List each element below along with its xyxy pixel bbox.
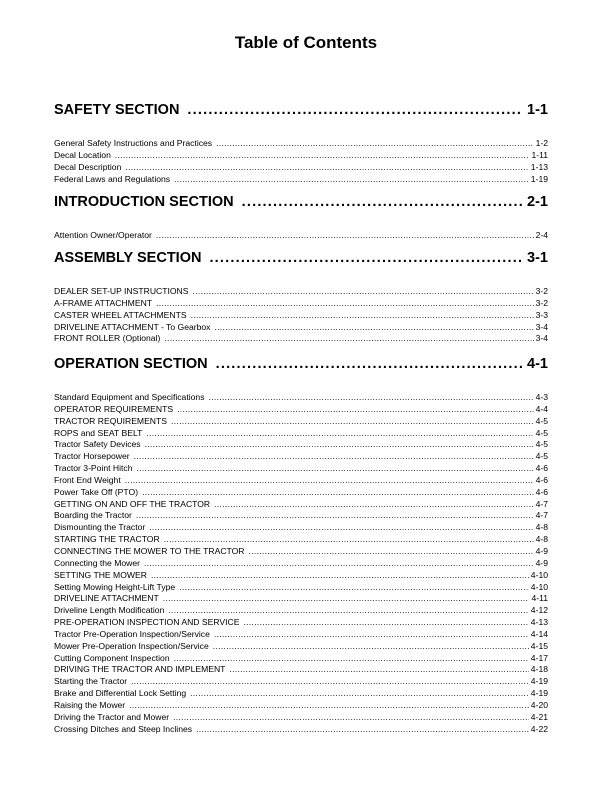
dot-leader [145,439,534,451]
toc-entry-label: Brake and Differential Lock Setting [54,688,187,699]
toc-entry-page: 4-6 [535,486,548,497]
toc-entry-label: STARTING THE TRACTOR [54,534,160,545]
dot-leader [209,248,523,268]
dot-leader [214,499,533,511]
toc-entry-page: 4-5 [535,439,548,450]
section-page-number: 3-1 [527,250,548,266]
toc-entry[interactable] [54,392,548,404]
toc-section [54,248,548,345]
toc-entry-label: CASTER WHEEL ATTACHMENTS [54,309,187,320]
toc-entry-label: Tractor 3-Point Hitch [54,463,133,474]
toc-entry-page: 3-4 [535,333,548,344]
dot-leader [125,162,528,174]
dot-leader [190,688,529,700]
dot-leader [193,286,534,298]
toc-entry-page: 4-6 [535,474,548,485]
toc-entry-page: 4-9 [535,557,548,568]
toc-entry[interactable] [54,322,548,334]
toc-entry-page: 1-19 [530,173,548,184]
toc-entry-page: 3-2 [535,297,548,308]
dot-leader [187,100,523,120]
toc-entry-label: Driving the Tractor and Mower [54,711,170,722]
toc-entry[interactable] [54,475,548,487]
toc-entry-page: 4-5 [535,415,548,426]
dot-leader [216,354,523,374]
toc-entry-label: Boarding the Tractor [54,510,132,521]
toc-entry-page: 1-2 [535,138,548,148]
toc-entry[interactable] [54,522,548,534]
toc-entry-page: 4-10 [530,581,548,592]
toc-entry[interactable] [54,333,548,345]
toc-entry[interactable] [54,439,548,451]
dot-leader [144,558,534,570]
toc-section [54,192,548,242]
toc-entry-label: DRIVELINE ATTACHMENT [54,593,159,604]
toc-entry-label: TRACTOR REQUIREMENTS [54,415,167,426]
toc-entry-page: 4-7 [535,510,548,521]
toc-entry-label: Starting the Tractor [54,676,128,687]
toc-entry-page: 3-2 [535,286,548,296]
toc-entry-label: Tractor Pre-Operation Inspection/Service [54,628,210,639]
dot-leader [156,298,534,310]
toc-entry[interactable] [54,546,548,558]
toc-entry-page: 4-21 [530,711,548,722]
toc-entry[interactable] [54,428,548,440]
toc-entry-label: OPERATOR REQUIREMENTS [54,403,174,414]
toc-entry-label: FRONT ROLLER (Optional) [54,333,161,344]
toc-entry-label: Standard Equipment and Specifications [54,392,205,402]
toc-entry[interactable] [54,700,548,712]
dot-leader [243,617,528,629]
toc-entry[interactable] [54,593,548,605]
dot-leader [249,546,534,558]
section-heading-label: ASSEMBLY SECTION [54,250,202,266]
toc-entry-page: 4-5 [535,427,548,438]
dot-leader [142,487,534,499]
section-heading-label: OPERATION SECTION [54,356,208,372]
section-heading-label: SAFETY SECTION [54,102,180,118]
toc-entry[interactable] [54,298,548,310]
dot-leader [173,712,529,724]
toc-entry-label: GETTING ON AND OFF THE TRACTOR [54,498,211,509]
toc-entry[interactable] [54,174,548,186]
dot-leader [136,510,534,522]
section-heading[interactable] [54,354,548,374]
toc-entry-label: Dismounting the Tractor [54,522,146,533]
toc-entry-page: 4-19 [530,676,548,687]
toc-entry[interactable] [54,712,548,724]
toc-entry-page: 4-10 [530,569,548,580]
toc-entry-label: Front End Weight [54,474,121,485]
toc-entry-label: DRIVELINE ATTACHMENT - To Gearbox [54,321,211,332]
dot-leader [171,416,534,428]
toc-entry-label: Connecting the Mower [54,557,140,568]
toc-entry[interactable] [54,162,548,174]
page-title: Table of Contents [234,33,378,52]
dot-leader [146,428,533,440]
toc-entry-page: 2-4 [535,230,548,240]
toc-entry[interactable] [54,582,548,594]
section-heading[interactable] [54,192,548,212]
toc-entry-page: 4-8 [535,522,548,533]
toc-entry-label: PRE-OPERATION INSPECTION AND SERVICE [54,617,240,628]
toc-entry-label: SETTING THE MOWER [54,569,147,580]
toc-entry-label: Attention Owner/Operator [54,230,152,240]
toc-entry-page: 1-13 [530,161,548,172]
toc-entry[interactable] [54,534,548,546]
toc-entry-label: Tractor Horsepower [54,451,130,462]
dot-leader [156,230,534,242]
toc-entry-label: ROPS and SEAT BELT [54,427,143,438]
toc-entry-label: Setting Mowing Height-Lift Type [54,581,176,592]
toc-entry[interactable] [54,676,548,688]
toc-entry-page: 4-20 [530,699,548,710]
dot-leader [242,192,523,212]
toc-entry-label: Driveline Length Modification [54,605,165,616]
toc-entry[interactable] [54,653,548,665]
toc-entry[interactable] [54,499,548,511]
toc-entry-label: Federal Laws and Regulations [54,173,171,184]
toc-entry[interactable] [54,617,548,629]
section-page-number: 1-1 [527,102,548,118]
toc-entry-page: 4-4 [535,403,548,414]
dot-leader [151,570,529,582]
dot-leader [164,333,533,345]
toc-entry[interactable] [54,641,548,653]
toc-entry-page: 4-15 [530,640,548,651]
toc-entry-page: 4-3 [535,392,548,402]
toc-entry[interactable] [54,286,548,298]
toc-entry-label: Mower Pre-Operation Inspection/Service [54,640,209,651]
dot-leader [134,451,534,463]
toc-entry[interactable] [54,570,548,582]
toc-entry[interactable] [54,138,548,150]
toc-entry-page: 1-11 [531,149,548,160]
dot-leader [174,174,529,186]
toc-entry-label: Decal Description [54,161,122,172]
dot-leader [214,322,533,334]
toc-entry-page: 4-8 [535,534,548,545]
dot-leader [115,150,530,162]
toc-entry[interactable] [54,724,548,736]
toc-entry-label: Power Take Off (PTO) [54,486,139,497]
toc-entry[interactable] [54,510,548,522]
toc-entry[interactable] [54,463,548,475]
toc-entry[interactable] [54,416,548,428]
dot-leader [177,404,534,416]
dot-leader [196,724,529,736]
toc-section [54,100,548,185]
section-heading[interactable] [54,100,548,120]
toc-entry[interactable] [54,558,548,570]
toc-entry-label: Decal Location [54,149,111,160]
toc-entry-page: 3-4 [535,321,548,332]
toc-entry-label: General Safety Instructions and Practices [54,138,213,148]
dot-leader [213,641,529,653]
toc-entry[interactable] [54,688,548,700]
toc-entry-page: 4-6 [535,463,548,474]
dot-leader [209,392,534,404]
section-heading-label: INTRODUCTION SECTION [54,194,234,210]
toc-entry[interactable] [54,310,548,322]
toc-entry-label: Crossing Ditches and Steep Inclines [54,723,193,734]
toc-entry[interactable] [54,629,548,641]
toc-entry-page: 4-5 [535,451,548,462]
dot-leader [163,593,530,605]
dot-leader [136,463,533,475]
toc-entry-label: DRIVING THE TRACTOR AND IMPLEMENT [54,664,226,675]
dot-leader [129,700,529,712]
toc-entry-label: Tractor Safety Devices [54,439,141,450]
dot-leader [179,582,529,594]
toc-entry[interactable] [54,150,548,162]
toc-entry-page: 4-12 [530,605,548,616]
dot-leader [125,475,534,487]
toc-entry-page: 4-18 [530,664,548,675]
dot-leader [164,534,534,546]
toc-entry-page: 3-3 [535,309,548,320]
dot-leader [216,138,533,150]
toc-entry[interactable] [54,487,548,499]
toc-entry[interactable] [54,605,548,617]
section-heading[interactable] [54,248,548,268]
toc-entry-page: 4-7 [535,498,548,509]
toc-entry[interactable] [54,230,548,242]
dot-leader [149,522,533,534]
section-page-number: 2-1 [527,194,548,210]
toc-entry-label: Cutting Component Inspection [54,652,170,663]
toc-entry-page: 4-14 [530,628,548,639]
dot-leader [191,310,534,322]
dot-leader [131,676,529,688]
toc-entry[interactable] [54,451,548,463]
toc-entry-label: A-FRAME ATTACHMENT [54,297,153,308]
dot-leader [229,664,528,676]
toc-entry-page: 4-17 [530,652,548,663]
toc-entry[interactable] [54,664,548,676]
toc-entry-page: 4-11 [531,593,548,604]
dot-leader [174,653,529,665]
dot-leader [168,605,528,617]
toc-entry-page: 4-19 [530,688,548,699]
toc-entry[interactable] [54,404,548,416]
toc-entry-label: CONNECTING THE MOWER TO THE TRACTOR [54,545,245,556]
toc-entry-page: 4-22 [530,723,548,734]
section-page-number: 4-1 [527,356,548,372]
toc-entry-label: Raising the Mower [54,699,126,710]
toc-entry-page: 4-9 [535,545,548,556]
toc-section [54,354,548,735]
toc-entry-label: DEALER SET-UP INSTRUCTIONS [54,286,189,296]
dot-leader [214,629,529,641]
toc-entry-page: 4-13 [530,617,548,628]
